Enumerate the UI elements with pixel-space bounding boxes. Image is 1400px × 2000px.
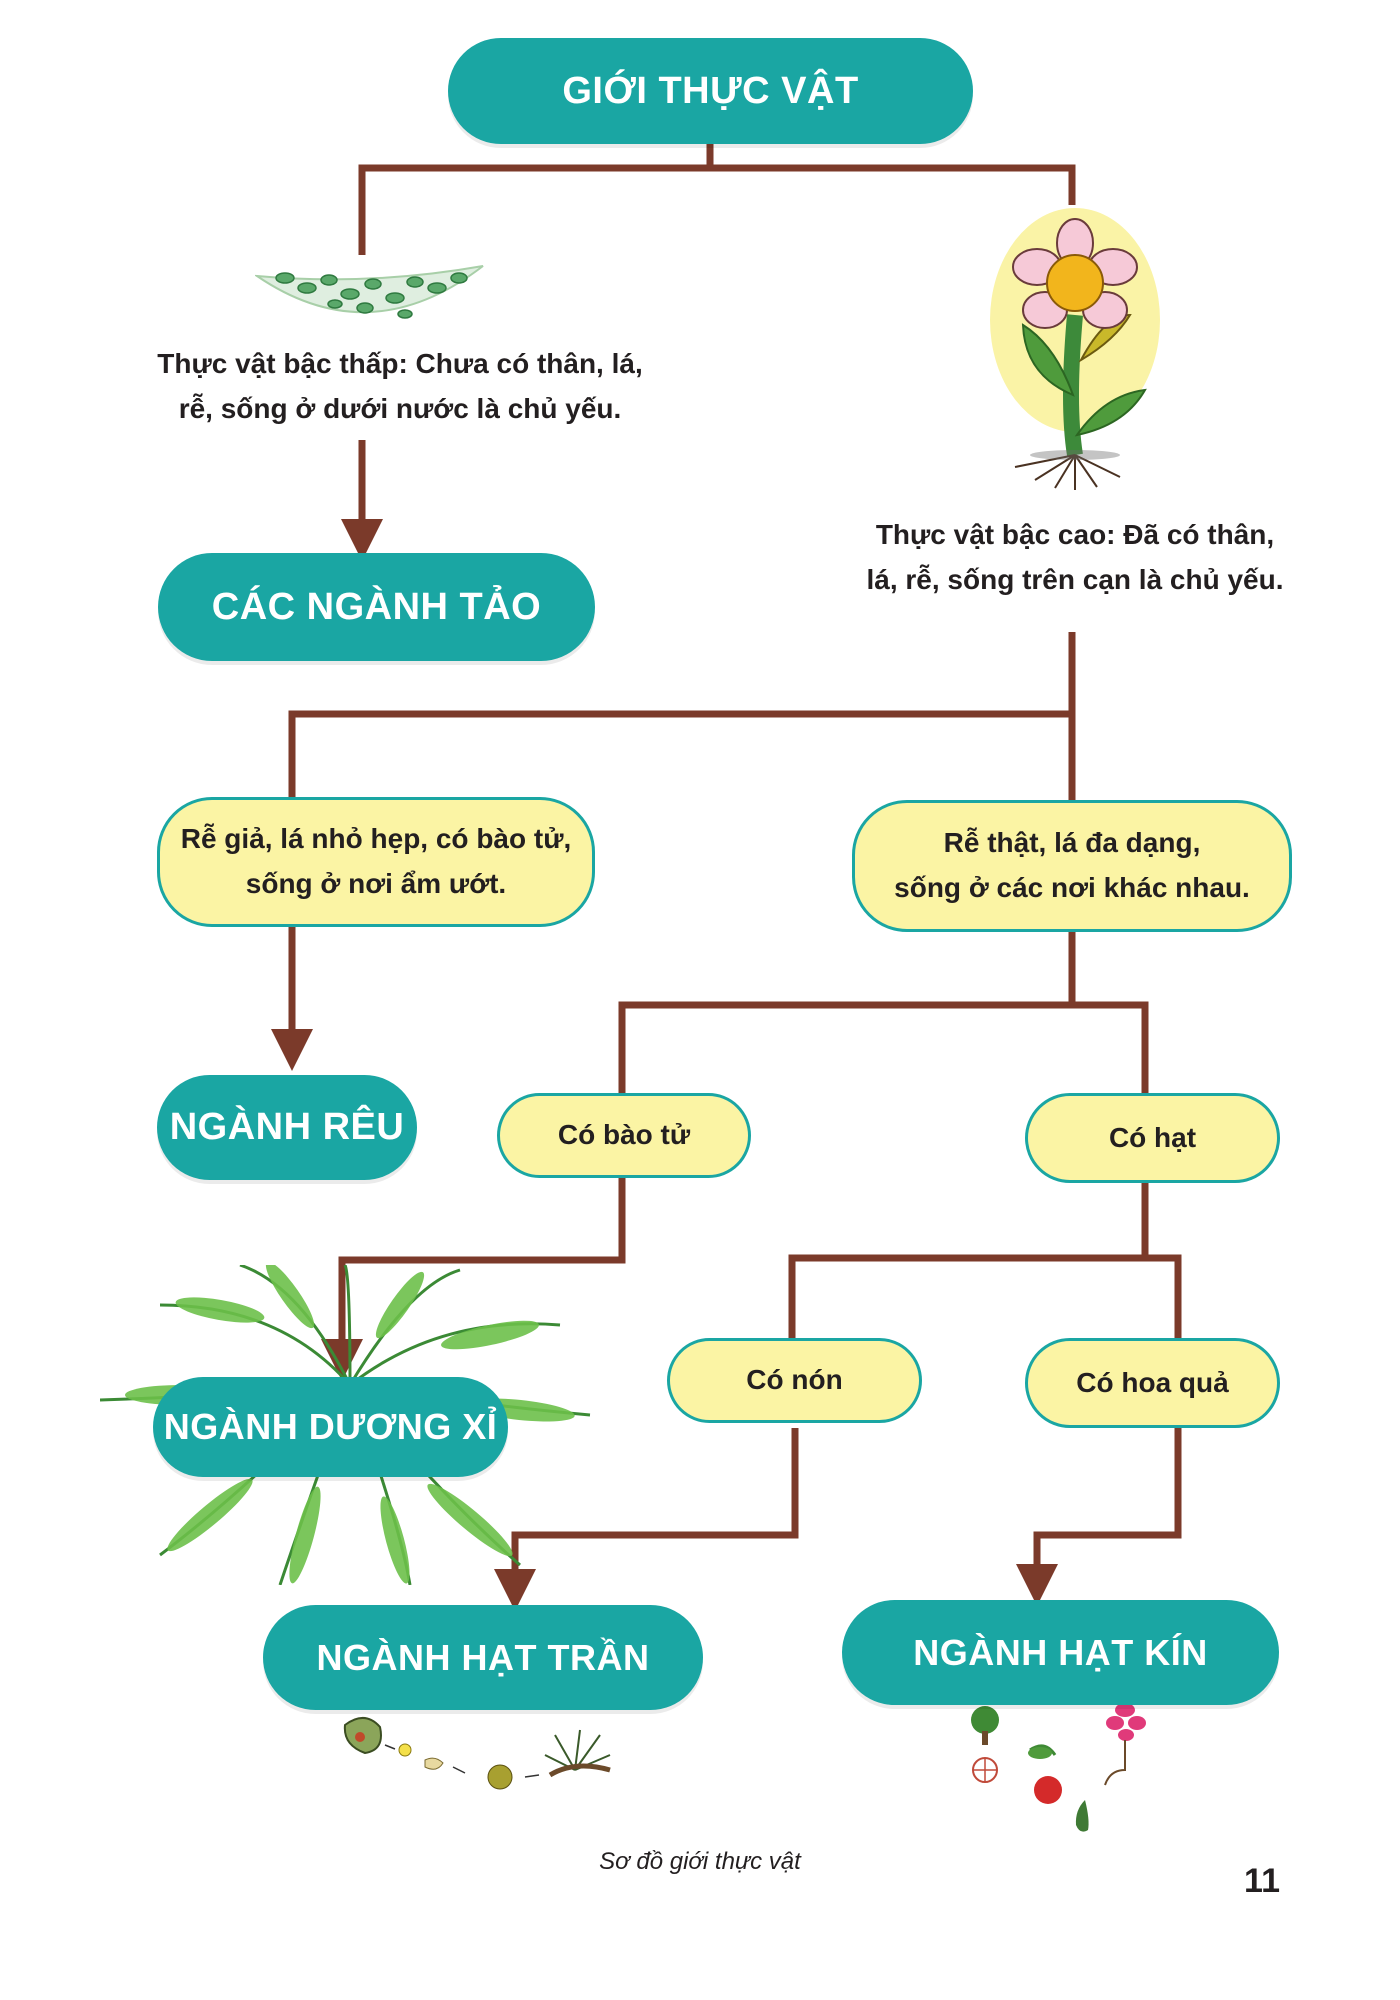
node-false-roots-line-1: Rễ giả, lá nhỏ hẹp, có bào tử, <box>180 823 572 855</box>
connector-seeds-split <box>792 1180 1178 1340</box>
node-true-roots-line-2: sống ở các nơi khác nhau. <box>894 872 1250 903</box>
node-moss-label: NGÀNH RÊU <box>169 1106 405 1148</box>
connector-true-roots-split <box>622 930 1145 1095</box>
high-plants-description-line-2: lá, rễ, sống trên cạn là chủ yếu. <box>866 563 1284 595</box>
gymnosperm-cycle-illustration <box>325 1705 625 1795</box>
node-true-roots <box>852 800 1292 932</box>
low-plants-description <box>140 342 660 432</box>
high-plants-description <box>815 513 1335 603</box>
node-angiosperms-label: NGÀNH HẠT KÍN <box>913 1631 1208 1673</box>
node-flowers-fruits-label: Có hoa quả <box>1076 1366 1229 1398</box>
high-plants-description-line-1: Thực vật bậc cao: Đã có thân, <box>875 519 1275 550</box>
low-plants-description-line-2: rễ, sống ở dưới nước là chủ yếu. <box>178 392 622 424</box>
low-plants-description-line-1: Thực vật bậc thấp: Chưa có thân, lá, <box>157 348 643 379</box>
node-moss <box>157 1075 417 1180</box>
node-plant-kingdom <box>448 38 973 144</box>
connector-root-split <box>362 140 1072 255</box>
page-number: 11 <box>1244 1862 1280 1900</box>
node-angiosperms <box>842 1600 1279 1705</box>
node-cones-label: Có nón <box>746 1364 843 1396</box>
figure-caption: Sơ đồ giới thực vật <box>599 1848 801 1875</box>
node-plant-kingdom-label: GIỚI THỰC VẬT <box>562 69 859 112</box>
node-false-roots-line-2: sống ở nơi ẩm ướt. <box>245 868 507 899</box>
angiosperm-cycle-illustration <box>960 1695 1160 1835</box>
node-algae-label: CÁC NGÀNH TẢO <box>211 585 542 628</box>
node-algae <box>158 553 595 661</box>
node-true-roots-line-1: Rễ thật, lá đa dạng, <box>943 827 1201 859</box>
node-gymnosperms-label: NGÀNH HẠT TRẦN <box>316 1636 650 1678</box>
connector-to-angiosperms <box>1037 1428 1178 1585</box>
node-fern <box>153 1377 508 1477</box>
node-gymnosperms <box>263 1605 703 1710</box>
node-spores-label: Có bào tử <box>557 1119 691 1151</box>
node-fern-label: NGÀNH DƯƠNG XỈ <box>163 1406 498 1447</box>
flowering-plant-illustration <box>975 205 1175 490</box>
algae-cells-illustration <box>255 258 485 338</box>
node-false-roots <box>157 797 595 927</box>
node-cones <box>667 1338 922 1423</box>
node-flowers-fruits <box>1025 1338 1280 1428</box>
node-spores <box>497 1093 751 1178</box>
node-seeds-label: Có hạt <box>1108 1121 1197 1153</box>
node-seeds <box>1025 1093 1280 1183</box>
